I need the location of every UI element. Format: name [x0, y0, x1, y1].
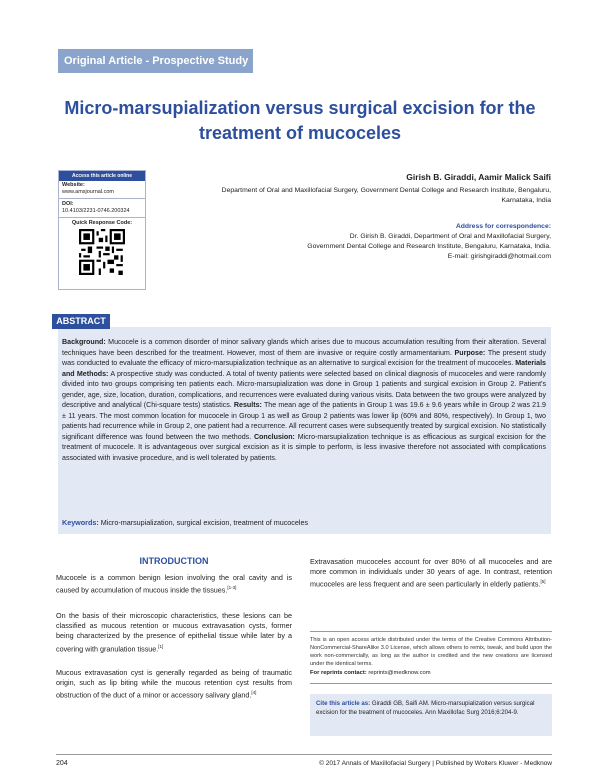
access-box-header: Access this article online [59, 171, 145, 181]
website-label: Website: [62, 182, 85, 188]
correspondence-email[interactable]: E-mail: girishgiraddi@hotmail.com [447, 253, 551, 260]
intro-paragraph-3 [56, 668, 292, 701]
intro-p1-text: Mucocele is a common benign lesion involving the oral cavity and is caused by accumulation of mucous inside the tissues. [56, 573, 292, 595]
website-link[interactable]: www.amsjournal.com [62, 189, 114, 195]
correspondence-heading: Address for correspondence: [455, 223, 551, 230]
access-article-box [58, 170, 146, 290]
correspondence-line2: Government Dental College and Research Institute, Bengaluru, Karnataka, India. [307, 243, 551, 250]
abstract-text [62, 337, 546, 463]
divider [310, 683, 552, 684]
intro-p4-text: Extravasation mucoceles account for over 80% of all mucoceles and are more common in individuals under 30 years of age. In contrast, retention mucoceles are less frequent and are seen particularly in elderly patients. [310, 557, 552, 589]
citation-ref[interactable]: [5] [540, 579, 546, 585]
page-number: 204 [56, 760, 68, 767]
background-text: Mucocele is a common disorder of minor salivary glands which arises due to mucous accumulation resulting from their alteration. Several techniques have been described for the treatment. However, most of them are invasive or require costly armamentarium. [62, 338, 546, 357]
footer-divider [56, 754, 552, 755]
doi-label: DOI: [62, 201, 74, 207]
intro-paragraph-4 [310, 557, 552, 590]
abstract-tab: ABSTRACT [52, 314, 110, 329]
background-label: Background: [62, 338, 106, 346]
keywords-label: Keywords: [62, 518, 99, 527]
introduction-heading: INTRODUCTION [139, 556, 209, 566]
keywords [62, 518, 546, 527]
cite-label: Cite this article as: [316, 700, 371, 707]
divider [310, 631, 552, 632]
doi-value[interactable]: 10.4103/2231-0746.200324 [62, 208, 130, 214]
article-type-banner: Original Article - Prospective Study [58, 49, 253, 73]
citation-ref[interactable]: [1] [158, 643, 164, 649]
correspondence-block [191, 222, 551, 262]
keywords-text: Micro-marsupialization, surgical excision, treatment of mucoceles [100, 518, 309, 527]
conclusion-text: Micro-marsupialization technique is as efficacious as surgical excision for the treatment of mucocele. It is advantageous over surgical excision as it is simple to perform, is less invasive therefore not associated with complications associated with invasive procedure, and is well tolerated by patients. [62, 432, 546, 462]
license-text: This is an open access article distributed under the terms of the Creative Commons Attribution-NonCommercial-ShareAlike 3.0 License, which allows others to remix, tweak, and build upon the work non-commercially, as long as the author is credited and the new creations are licensed under the identical terms. [310, 637, 552, 667]
cite-text-block [316, 699, 548, 717]
methods-label: Materials and Methods: [62, 359, 546, 378]
cite-text: Giraddi GB, Saifi AM. Micro-marsupialization versus surgical excision for the treatment of mucoceles. Ann Maxillofac Surg 2016;6:204-9. [316, 700, 535, 716]
affiliation: Department of Oral and Maxillofacial Surgery, Government Dental College and Research Institute, Bengaluru, Karnataka, India [221, 187, 551, 204]
purpose-label: Purpose: [454, 348, 486, 357]
intro-p3-text: Mucous extravasation cyst is generally regarded as being of traumatic origin, such as lip biting while the mucous retention cyst results from obstruction of the duct of a minor or accessory salivary gland. [56, 668, 292, 700]
citation-ref[interactable]: [1-3] [227, 585, 237, 591]
purpose-text: The present study was conducted to evaluate the efficacy of micro-marsupialization technique as an alternative to surgical excision for the treatment of mucoceles. [62, 348, 547, 367]
intro-paragraph-1 [56, 573, 292, 596]
reprints-line [310, 670, 552, 676]
results-text: The mean age of the patients in Group 1 was 19.6 ± 9.6 years while in Group 2 was 21.9 ± 11 years. The most common location for mucocele in Group 1 as well as Group 2 patients was lower lip (60% and 80%, respectively). In Group 1, two patients had recurrence while in Group 2, one patient had a recurrence. All recurrent cases were subsequently treated by surgical excision. No statistically significant difference was found between the two methods. [62, 401, 546, 441]
reprints-label: For reprints contact: [310, 670, 367, 676]
reprints-email[interactable]: reprints@medknow.com [368, 670, 431, 676]
intro-paragraph-2 [56, 611, 292, 654]
authors: Girish B. Giraddi, Aamir Malick Saifi [406, 172, 551, 182]
intro-p2-text: On the basis of their microscopic characteristics, these lesions can be classified as mucous retention or mucous extravasation cysts, former being characterized by the presence of epithelial tissue while later by a covering with granulation tissue. [56, 611, 292, 653]
conclusion-label: Conclusion: [253, 432, 295, 441]
correspondence-line1: Dr. Girish B. Giraddi, Department of Oral and Maxillofacial Surgery, [349, 233, 551, 240]
article-title: Micro-marsupialization versus surgical excision for the treatment of mucoceles [64, 98, 536, 143]
methods-text: A prospective study was conducted. A total of twenty patients were selected based on clinical diagnosis of mucoceles and were randomly divided into two groups comprising ten patients each. Micro-marsupialization was done in Group 1 patients and surgical excision in Group 2. Patient's gender, age, size, location, duration, complications, and recurrences were evaluated during various visits. Data between the two groups were analyzed by descriptive and analytical (Chi-square tests) statistics. [62, 369, 546, 409]
results-label: Results: [233, 401, 262, 409]
qr-label: Quick Response Code: [71, 220, 133, 226]
footer-publisher: © 2017 Annals of Maxillofacial Surgery | Published by Wolters Kluwer - Medknow [319, 760, 552, 767]
qr-code-icon[interactable] [79, 229, 125, 275]
citation-ref[interactable]: [4] [251, 690, 257, 696]
